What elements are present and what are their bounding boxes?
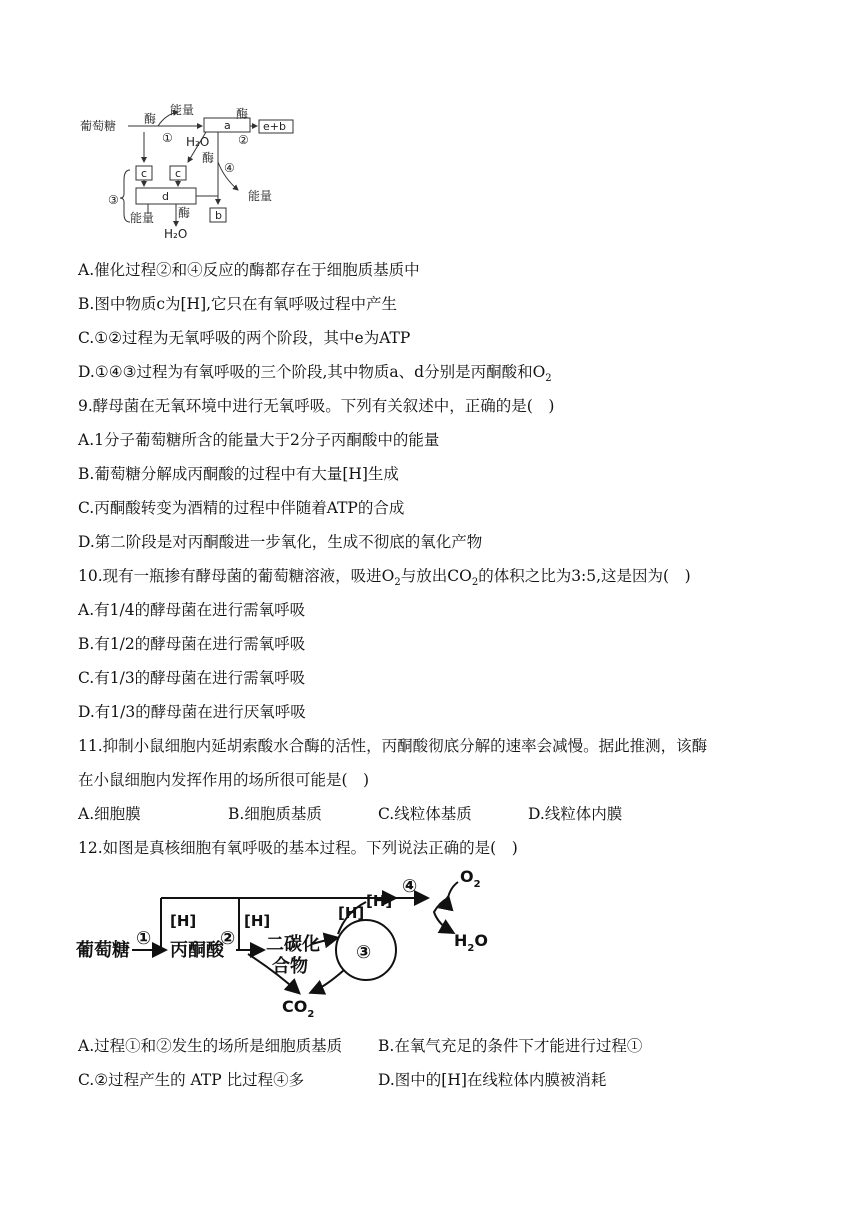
d1-step3-label: ③ xyxy=(108,193,119,207)
q9-option-d: D.第二阶段是对丙酮酸进一步氧化，生成不彻底的氧化产物 xyxy=(78,533,483,551)
d2-o2-label: $O_2$ xyxy=(460,867,481,890)
d1-enzyme-label-4: 酶 xyxy=(178,206,191,220)
q9-option-c: C.丙酮酸转变为酒精的过程中伴随着ATP的合成 xyxy=(78,499,405,517)
d1-box-d-label: d xyxy=(162,190,169,203)
q9-option-b: B.葡萄糖分解成丙酮酸的过程中有大量[H]生成 xyxy=(78,465,399,483)
d2-h-label-3: [H] xyxy=(338,904,365,922)
d1-enzyme-label-3: 酶 xyxy=(202,151,215,165)
q12-option-b: B.在氧气充足的条件下才能进行过程① xyxy=(378,1037,643,1055)
q12-stem: 12.如图是真核细胞有氧呼吸的基本过程。下列说法正确的是( ) xyxy=(78,839,518,857)
q10-option-d: D.有1/3的酵母菌在进行厌氧呼吸 xyxy=(78,703,306,721)
d2-pyruvate-label: 丙酮酸 xyxy=(170,940,224,961)
d2-co2-label: $CO_2$ xyxy=(282,997,315,1020)
q10-option-a: A.有1/4的酵母菌在进行需氧呼吸 xyxy=(78,601,306,619)
q11-option-d: D.线粒体内膜 xyxy=(528,805,623,823)
q12-option-d: D.图中的[H]在线粒体内膜被消耗 xyxy=(378,1071,607,1089)
q8-option-c: C.①②过程为无氧呼吸的两个阶段，其中e为ATP xyxy=(78,329,411,347)
d1-step4-label: ④ xyxy=(224,161,235,175)
d2-compound-label-1: 二碳化 xyxy=(266,934,320,955)
d1-water-label-2: H₂O xyxy=(164,227,188,241)
d1-energy-label-1: 能量 xyxy=(170,103,195,117)
d1-energy-label-3: 能量 xyxy=(130,211,155,225)
d1-box-eb-label: e+b xyxy=(263,120,286,133)
q11-stem-line1: 11.抑制小鼠细胞内延胡索酸水合酶的活性，丙酮酸彻底分解的速率会减慢。据此推测，该酶 xyxy=(78,737,708,755)
d1-enzyme-label-1: 酶 xyxy=(144,112,157,126)
d1-glucose-label: 葡萄糖 xyxy=(80,119,117,133)
q9-option-a: A.1分子葡萄糖所含的能量大于2分子丙酮酸中的能量 xyxy=(78,431,440,449)
q8-option-b: B.图中物质c为[H],它只在有氧呼吸过程中产生 xyxy=(78,295,398,313)
d2-glucose-label: 葡萄糖 xyxy=(76,940,130,961)
d2-step4-label: ④ xyxy=(402,876,418,897)
d1-step2-label: ② xyxy=(238,133,249,147)
q11-option-a: A.细胞膜 xyxy=(78,805,141,823)
q11-option-b: B.细胞质基质 xyxy=(228,805,322,823)
d1-box-c1-label: c xyxy=(141,167,148,180)
d2-h-label-2: [H] xyxy=(244,912,271,930)
q10-option-c: C.有1/3的酵母菌在进行需氧呼吸 xyxy=(78,669,306,687)
q12-option-a: A.过程①和②发生的场所是细胞质基质 xyxy=(78,1037,343,1055)
d1-box-b-label: b xyxy=(215,209,222,222)
d1-box-a-label: a xyxy=(224,119,231,132)
d2-h-label-4: [H] xyxy=(366,892,393,910)
d1-energy-label-2: 能量 xyxy=(248,189,273,203)
d1-step1-label: ① xyxy=(162,131,173,145)
d2-step1-label: ① xyxy=(136,928,152,949)
q11-option-c: C.线粒体基质 xyxy=(378,805,472,823)
respiration-diagram-1 xyxy=(78,96,318,246)
d1-water-label-1: H₂O xyxy=(186,135,210,149)
d1-enzyme-label-2: 酶 xyxy=(236,107,249,121)
q8-option-d-subscript: 2 xyxy=(545,373,552,385)
q8-option-a: A.催化过程②和④反应的酶都存在于细胞质基质中 xyxy=(78,261,420,279)
q10-stem: 10.现有一瓶掺有酵母菌的葡萄糖溶液，吸进$O_2$与放出$CO_2$的体积之比为3:5,这是因为( ) xyxy=(78,567,691,589)
q8-option-d: D.①④③过程为有氧呼吸的三个阶段,其中物质a、d分别是丙酮酸和$O_2$ xyxy=(78,363,552,385)
d1-box-c2-label: c xyxy=(175,167,182,180)
d2-compound-label-2: 合物 xyxy=(272,956,308,977)
d2-step3-label: ③ xyxy=(356,942,372,963)
d2-h-label-1: [H] xyxy=(170,912,197,930)
respiration-diagram-2 xyxy=(76,862,506,1022)
d2-h2o-label: $H_2O$ xyxy=(454,931,488,954)
q11-stem-line2: 在小鼠细胞内发挥作用的场所很可能是( ) xyxy=(78,771,370,789)
q10-option-b: B.有1/2的酵母菌在进行需氧呼吸 xyxy=(78,635,306,653)
q12-option-c: C.②过程产生的 ATP 比过程④多 xyxy=(78,1071,305,1089)
q9-stem: 9.酵母菌在无氧环境中进行无氧呼吸。下列有关叙述中，正确的是( ) xyxy=(78,397,555,415)
d2-step2-label: ② xyxy=(220,928,236,949)
